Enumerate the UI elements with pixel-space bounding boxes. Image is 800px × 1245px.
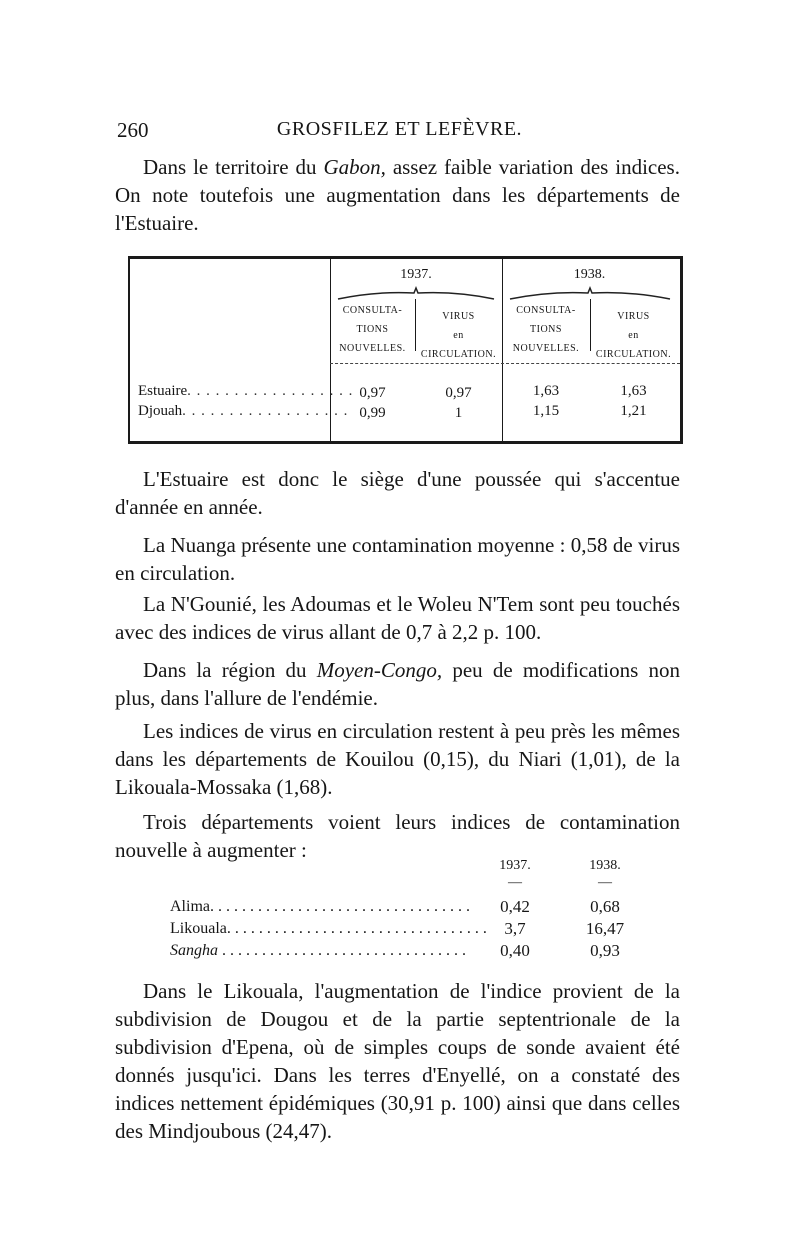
cell-likouala-1937: 3,7: [504, 919, 526, 938]
col-header-consultations-1937: CONSULTA- TIONS NOUVELLES.: [339, 305, 406, 354]
year-header-1938: 1938.: [573, 267, 606, 282]
paragraph-ngounie: La N'Gounié, les Adoumas et le Woleu N'Tem sont peu touchés avec des indices de virus allant de 0,7 à 2,2 p. 100.: [115, 592, 680, 644]
running-title: GROSFILEZ ET LEFÈVRE.: [276, 118, 523, 140]
cell-estuaire-consult-1937: 0,97: [359, 385, 386, 401]
cell-likouala-1938: 16,47: [585, 919, 625, 938]
cell-djouah-virus-1938: 1,21: [620, 403, 647, 419]
paragraph-gabon: Dans le territoire du Gabon, assez faible variation des indices. On note toutefois une augmentation dans les départements de l'Estuaire.: [115, 155, 680, 235]
cell-djouah-virus-1937: 1: [454, 405, 463, 421]
paragraph-likouala: Dans le Likouala, l'augmentation de l'indice provient de la subdivision de Dougou et de la partie septentrionale de la subdivision d'Epena, où de simples coups de sonde avaient été donnés jusqu'ici. Dans les terres d'Enyellé, on a constaté des indices nettement épidémiques (30,91 p. 100) ainsi que dans celles des Mindjoubous (24,47).: [115, 979, 680, 1143]
cell-estuaire-virus-1937: 0,97: [445, 385, 472, 401]
cell-djouah-consult-1938: 1,15: [532, 403, 560, 419]
table2-year-1937: 1937.: [499, 858, 531, 873]
paragraph-nuanga: La Nuanga présente une contamination moyenne : 0,58 de virus en circulation.: [115, 533, 680, 585]
row-label-estuaire: Estuaire. . . . . . . . . . . . . . . . . .: [138, 383, 354, 399]
brace-1938: [508, 287, 672, 301]
row-label-djouah: Djouah. . . . . . . . . . . . . . . . . .: [138, 403, 349, 419]
col-header-consultations-1938: CONSULTA- TIONS NOUVELLES.: [512, 305, 580, 354]
paragraph-kouilou: Les indices de virus en circulation restent à peu près les mêmes dans les départements de Kouilou (0,15), du Niari (1,01), de la Likouala-Mossaka (1,68).: [115, 719, 680, 799]
cell-sangha-1938: 0,93: [590, 941, 620, 960]
contamination-table: [170, 858, 650, 958]
cell-alima-1937: 0,42: [500, 897, 530, 916]
paragraph-moyen-congo: Dans la région du Moyen-Congo, peu de modifications non plus, dans l'allure de l'endémie.: [115, 658, 681, 710]
col-header-virus-1937: VIRUS en CIRCULATION.: [420, 311, 497, 360]
row-label-alima: Alima. . . . . . . . . . . . . . . . . . . . . . . . . . . . . . . . .: [170, 898, 470, 915]
page-number: 260: [117, 118, 149, 142]
row-label-likouala: Likouala. . . . . . . . . . . . . . . . . . . . . . . . . . . . . . . . .: [170, 920, 487, 937]
table2-dash-1937: —: [508, 875, 522, 890]
cell-djouah-consult-1937: 0,99: [359, 405, 386, 421]
table2-year-1938: 1938.: [589, 858, 621, 873]
year-header-1937: 1937.: [400, 267, 432, 282]
paragraph-trois-departements: Trois départements voient leurs indices de contamination nouvelle à augmenter :: [115, 810, 680, 862]
cell-estuaire-virus-1938: 1,63: [620, 383, 647, 399]
table2-dash-1938: —: [598, 875, 612, 890]
brace-1937: [336, 287, 496, 301]
page-header: [117, 118, 682, 148]
col-header-virus-1938: VIRUS en CIRCULATION.: [595, 311, 672, 360]
row-label-sangha: Sangha . . . . . . . . . . . . . . . . . . . . . . . . . . . . . . .: [170, 942, 466, 959]
indices-table-1937-1938: [128, 256, 683, 444]
cell-estuaire-consult-1938: 1,63: [532, 383, 560, 399]
cell-alima-1938: 0,68: [590, 897, 620, 916]
cell-sangha-1937: 0,40: [500, 941, 530, 960]
paragraph-estuaire: L'Estuaire est donc le siège d'une poussée qui s'accentue d'année en année.: [115, 467, 680, 519]
